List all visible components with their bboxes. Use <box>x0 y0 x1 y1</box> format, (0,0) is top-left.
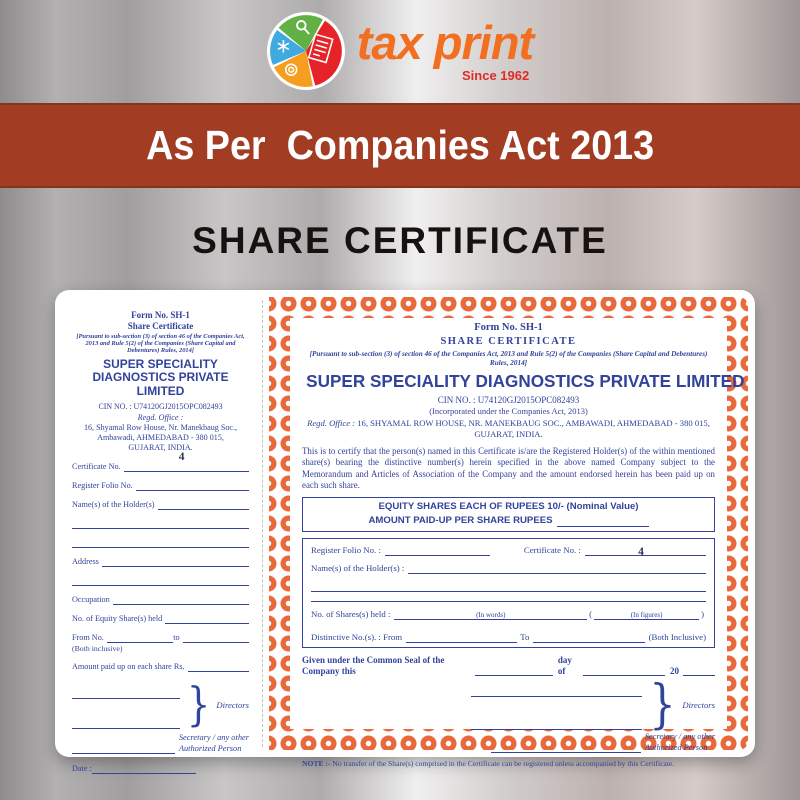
brace-glyph: } <box>187 677 211 732</box>
blank-line <box>165 613 249 624</box>
blank-line <box>394 609 587 620</box>
main-register-folio-label: Register Folio No. : <box>311 545 381 556</box>
main-to-label: To <box>520 632 530 643</box>
main-secretary-line2: Authorized Person <box>644 742 708 752</box>
stub-occupation-row <box>72 594 249 605</box>
stub-form-no: Form No. SH-1 <box>131 310 190 320</box>
stub-company-name: SUPER SPECIALITY DIAGNOSTICS PRIVATE LIMITED <box>92 356 229 399</box>
stub-certificate-no-row <box>72 450 249 472</box>
blank-line <box>385 545 490 556</box>
share-certificate-document <box>55 290 755 774</box>
paren-open: ( <box>589 609 593 620</box>
day-of-label: day of <box>557 654 572 676</box>
note-label: NOTE :- <box>302 759 331 769</box>
signature-line <box>72 743 175 754</box>
perforation-line <box>262 300 263 747</box>
stub-address-line: Ambawadi, AHMEDABAD - 380 015, <box>97 433 224 443</box>
brand-tagline: Since 1962 <box>461 68 530 83</box>
blank-line <box>557 516 649 527</box>
main-cin: CIN NO. : U74120GJ2015OPC082493 <box>437 395 580 406</box>
stub-both-inclusive: (Both inclusive) <box>72 643 123 653</box>
stub-address-row <box>72 556 249 567</box>
certificate-counterfoil <box>55 290 262 774</box>
shares-held-row <box>311 609 706 620</box>
main-holders-row <box>311 563 706 574</box>
page-title: SHARE CERTIFICATE <box>192 220 608 261</box>
stub-amount-label: Amount paid up on each share Rs. <box>72 662 185 672</box>
year-prefix: 20 <box>670 665 679 676</box>
in-figures-label: (In figures) <box>630 610 663 619</box>
blank-line <box>107 632 173 643</box>
blank-line <box>188 661 249 672</box>
holder-details-box <box>302 538 715 648</box>
main-regd-office-text: 16, SHYAMAL ROW HOUSE, NR. MANEKBAUG SOC., AMBAWADI, AHMEDABAD - 380 015, GUJARAT, INDIA. <box>357 418 710 440</box>
stub-pursuant: [Pursuant to sub-section (3) of section 46 of the Companies Act, 2013 and Rule 5(2) of the Companies (Share Capital and Debentures) Rules, 2014] <box>76 332 245 355</box>
blank-line <box>136 480 249 491</box>
main-certificate-no-value: 4 <box>638 545 644 558</box>
brace-glyph: } <box>649 675 677 736</box>
in-words-label: (In words) <box>476 610 506 619</box>
stub-regd-office-label: Regd. Office : <box>137 413 184 423</box>
stub-certificate-no-label: Certificate No. <box>72 462 121 472</box>
stub-directors-label: Directors <box>216 699 249 710</box>
main-directors-label: Directors <box>682 700 715 711</box>
main-both-inclusive: (Both Inclusive) <box>648 632 707 643</box>
main-secretary-block <box>302 732 715 753</box>
note-text: No transfer of the Share(s) comprised in the Certificate can be registered unless accompanied by this Certificate. <box>330 759 675 769</box>
stub-date-row <box>72 763 196 774</box>
stub-secretary-block <box>72 733 249 754</box>
blank-line <box>311 581 706 592</box>
blank-line <box>533 632 644 643</box>
taxprint-logo <box>0 12 800 90</box>
main-company-name: SUPER SPECIALITY DIAGNOSTICS PRIVATE LIMITED <box>306 371 745 392</box>
distinctive-row <box>311 632 706 643</box>
companies-act-banner <box>0 103 800 188</box>
paren-close: ) <box>701 609 704 620</box>
blank-line <box>406 632 517 643</box>
equity-line2: AMOUNT PAID-UP PER SHARE RUPEES <box>368 515 553 527</box>
stub-from-to-row <box>72 632 249 643</box>
stub-address-line: GUJARAT, INDIA. <box>128 443 193 453</box>
stub-holders-label: Name(s) of the Holder(s) <box>72 500 155 510</box>
blank-line <box>585 545 706 556</box>
blank-line <box>72 575 249 586</box>
distinctive-label: Distinctive No.(s). : From <box>311 632 403 643</box>
main-certificate-no-label: Certificate No. : <box>523 545 581 556</box>
main-holders-label: Name(s) of the Holder(s) : <box>311 563 405 574</box>
blank-line <box>72 518 249 529</box>
companies-act-banner-text: As Per Companies Act 2013 <box>145 122 655 168</box>
stub-amount-row <box>72 661 249 672</box>
blank-line <box>594 609 699 620</box>
blank-line <box>183 632 249 643</box>
main-form-no: Form No. SH-1 <box>474 322 543 333</box>
stub-holders-extra-line <box>72 518 249 529</box>
main-certify-paragraph: This is to certify that the person(s) named in this Certificate is/are the Registered Holder(s) of the within mentioned share(s) bearing the distinctive number(s) herein specified in the above named Company subject to the Memorandum and Articles of Association of the Company and the amount endorsed herein has been paid up on each such share. <box>302 445 715 491</box>
stub-directors-signature-block <box>72 677 249 732</box>
folio-certno-row <box>311 545 706 556</box>
stub-address-extra-line <box>72 575 249 586</box>
shares-held-label: No. of Shares(s) held : <box>311 609 391 620</box>
box-divider <box>311 601 706 602</box>
blank-line <box>683 666 715 676</box>
blank-line <box>158 499 249 510</box>
signature-line <box>491 742 641 753</box>
stub-holders-extra-line <box>72 537 249 548</box>
stub-certificate-no-value: 4 <box>178 450 185 463</box>
stub-equity-held-row <box>72 613 249 624</box>
main-regd-office-label: Regd. Office : <box>307 418 356 429</box>
main-incorporated: (Incorporated under the Companies Act, 2013) <box>429 405 588 416</box>
stub-register-folio-row <box>72 480 249 491</box>
signature-line <box>471 721 642 730</box>
stub-equity-held-label: No. of Equity Share(s) held <box>72 614 163 624</box>
main-secretary-line1: Secretary / any other <box>644 732 715 742</box>
brand-name: tax print <box>356 16 534 69</box>
main-directors-signature-block <box>471 675 715 736</box>
ornamental-border <box>269 297 748 769</box>
common-seal-row <box>302 655 715 677</box>
stub-address-label: Address <box>72 557 99 567</box>
equity-line1: EQUITY SHARES EACH OF RUPEES 10/- (Nominal Value) <box>378 500 639 512</box>
stub-title: Share Certificate <box>127 320 194 331</box>
signature-line <box>471 688 642 697</box>
stub-date-label: Date : <box>72 764 92 774</box>
stub-secretary-line1: Secretary / any other <box>178 733 249 743</box>
stub-address-line: 16, Shyamal Row House, Nr. Manekbaug Soc., <box>83 423 238 433</box>
stub-to-label: to <box>173 633 180 643</box>
blank-line <box>475 666 553 676</box>
blank-line <box>113 594 249 605</box>
equity-shares-box <box>302 497 715 532</box>
signature-line <box>72 720 180 729</box>
signature-line <box>72 690 180 699</box>
main-pursuant: [Pursuant to sub-section (3) of section 46 of the Companies Act, 2013 and Rule 5(2) of the Companies (Share Capital and Debentures) Rules, 2014] <box>309 350 708 368</box>
main-holders-extra-line <box>311 581 706 592</box>
stub-occupation-label: Occupation <box>72 595 110 605</box>
stub-secretary-line2: Authorized Person <box>178 743 242 753</box>
main-title: SHARE CERTIFICATE <box>440 335 577 347</box>
blank-line <box>72 537 249 548</box>
stub-holders-row <box>72 499 249 510</box>
seal-text: Given under the Common Seal of the Company this <box>302 654 445 676</box>
certificate-main <box>269 297 748 769</box>
blank-line <box>124 450 249 472</box>
pie-chart-logo-icon <box>267 12 345 90</box>
stub-from-label: From No. <box>72 633 104 643</box>
blank-line <box>102 556 249 567</box>
transfer-note <box>302 759 715 768</box>
main-regd-office <box>302 418 715 440</box>
stub-register-folio-label: Register Folio No. <box>72 481 133 491</box>
blank-line <box>408 563 706 574</box>
blank-line <box>92 763 196 774</box>
stub-cin: CIN NO. : U74120GJ2015OPC082493 <box>98 401 223 411</box>
